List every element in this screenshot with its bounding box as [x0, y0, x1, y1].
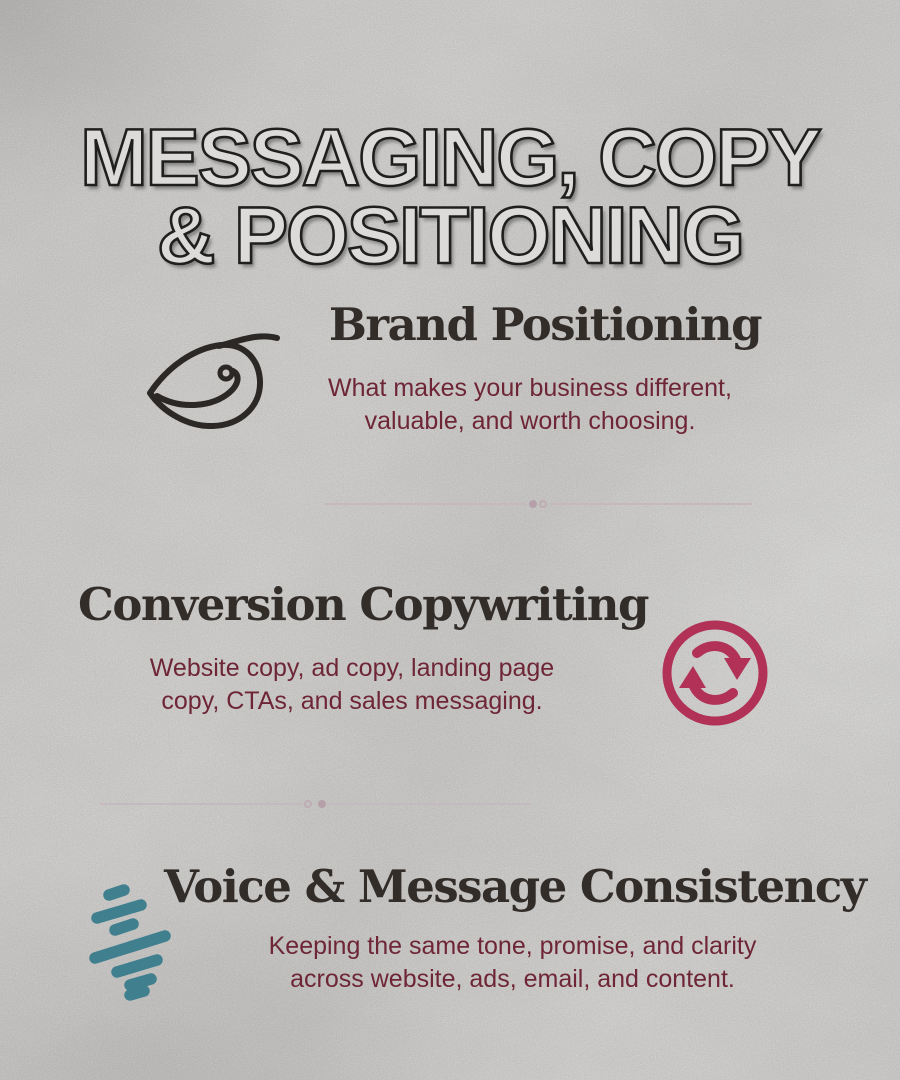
section-desc-conversion-copywriting	[84, 652, 620, 718]
poster-title	[0, 113, 900, 282]
divider-dot	[539, 500, 547, 508]
section-heading-voice-message-consistency: Voice & Message Consistency	[164, 860, 866, 913]
title-line-1: MESSAGING, COPY	[80, 113, 820, 204]
desc-line: valuable, and worth choosing.	[364, 407, 696, 435]
leaf-swirl-icon	[133, 326, 283, 450]
section-heading-conversion-copywriting: Conversion Copywriting	[78, 578, 648, 631]
section-divider	[100, 799, 530, 809]
desc-line: What makes your business different,	[328, 374, 732, 402]
desc-line: copy, CTAs, and sales messaging.	[161, 687, 543, 715]
section-heading-brand-positioning: Brand Positioning	[328, 298, 762, 351]
title-line-2: & POSITIONING	[156, 191, 744, 282]
sync-arrows-icon	[658, 616, 772, 730]
divider-dot	[529, 500, 537, 508]
divider-line	[324, 503, 526, 505]
divider-line	[327, 803, 530, 805]
divider-dot	[318, 800, 326, 808]
section-desc-voice-message-consistency	[200, 930, 825, 996]
divider-line	[100, 803, 303, 805]
desc-line: Website copy, ad copy, landing page	[149, 654, 555, 682]
section-desc-brand-positioning	[280, 372, 780, 438]
divider-line	[550, 503, 752, 505]
section-divider	[324, 499, 752, 509]
desc-line: Keeping the same tone, promise, and clarity	[268, 932, 757, 960]
desc-line: across website, ads, email, and content.	[290, 965, 735, 993]
divider-dot	[304, 800, 312, 808]
